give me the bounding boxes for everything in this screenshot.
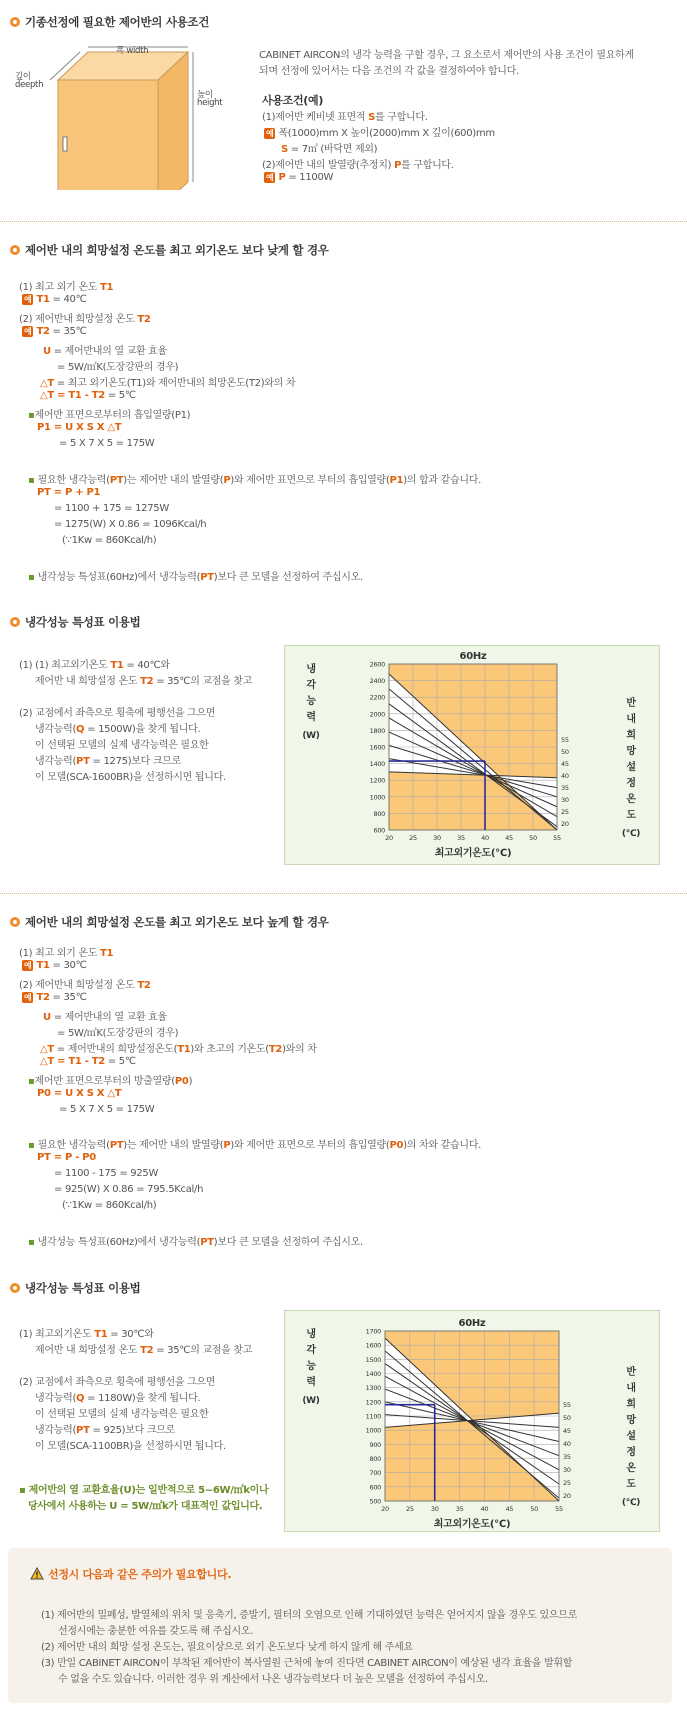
s4-line9: ▪제어반 표면으로부터의 방출열량(P0)	[28, 1076, 193, 1087]
chart-title: 60Hz	[459, 651, 487, 662]
series-value-label: 55	[563, 1401, 571, 1409]
s2-line5: U = 제어반내의 열 교환 효율	[43, 346, 167, 357]
section1-title: 기종선정에 필요한 제어반의 사용조건	[10, 14, 209, 30]
s2-line3: (2) 제어반내 희망설정 온도 T2	[19, 314, 151, 325]
x-tick-label: 30	[430, 1505, 439, 1513]
series-value-label: 35	[561, 784, 569, 792]
s2-line10: P1 = U X S X △T	[37, 422, 122, 433]
right-axis-label-char: 희	[626, 730, 636, 741]
s2-line14: = 1100 + 175 = 1275W	[54, 503, 169, 514]
s2-line12: ▪ 필요한 냉각능력(PT)는 제어반 내의 발열량(P)와 제어반 표면으로 부터의 흡입열량(P1)의 합과 같습니다.	[28, 475, 481, 486]
s4-line17: ▪ 냉각성능 특성표(60Hz)에서 냉각능력(PT)보다 큰 모델을 선정하여 주십시오.	[28, 1237, 363, 1248]
chart1-box	[284, 645, 660, 865]
right-axis-label-char: 정	[626, 778, 636, 789]
x-tick-label: 55	[555, 1505, 563, 1513]
cond-line1: (1)제어반 케비넷 표면적 S를 구합니다.	[262, 112, 428, 123]
y-tick-label: 800	[369, 1455, 381, 1463]
right-axis-label-char: 도	[626, 1479, 636, 1490]
s4-line4: 예 T2 = 35℃	[24, 992, 87, 1003]
caution-line3: (2) 제어반 내의 희망 설정 온도는, 필요이상으로 외기 온도보다 낮게 하지 않게 해 주세요	[41, 1642, 413, 1653]
x-tick-label: 55	[553, 834, 561, 842]
s4-line5: U = 제어반내의 열 교환 효율	[43, 1012, 167, 1023]
s2-line16: (∵1Kw = 860Kcal/h)	[62, 535, 157, 546]
y-axis-unit: (W)	[302, 731, 320, 741]
series-value-label: 20	[561, 820, 569, 828]
bullet-icon	[10, 17, 20, 27]
right-axis-label-char: 망	[626, 746, 636, 757]
y-tick-label: 500	[369, 1497, 381, 1506]
section4-title: 제어반 내의 희망설정 온도를 최고 외기온도 보다 높게 할 경우	[10, 914, 329, 930]
s2-line2: 예 T1 = 40℃	[24, 294, 87, 305]
x-axis-label: 최고외기온도(℃)	[433, 1519, 511, 1530]
s3-line1: (1) (1) 최고외기온도 T1 = 40℃와	[19, 660, 170, 671]
s2-line8: △T = T1 - T2 = 5℃	[40, 390, 136, 401]
y-tick-label: 1600	[369, 743, 385, 752]
cond-line3: S = 7㎡ (바닥면 제외)	[281, 144, 378, 155]
cabinet-illustration	[10, 42, 223, 190]
right-axis-label-char: 온	[626, 794, 636, 805]
y-tick-label: 1800	[369, 726, 385, 735]
y-tick-label: 1200	[369, 776, 385, 785]
x-tick-label: 40	[481, 834, 489, 842]
height-en-label: height	[197, 98, 223, 108]
s5-line6: 냉각능력(PT = 925)보다 크므로	[35, 1425, 175, 1436]
series-value-label: 45	[563, 1427, 571, 1435]
s4-line13: PT = P - P0	[37, 1152, 96, 1163]
s4-line12: ▪ 필요한 냉각능력(PT)는 제어반 내의 발열량(P)와 제어반 표면으로 부터의 흡입열량(P0)의 차와 같습니다.	[28, 1140, 481, 1151]
y-tick-label: 900	[369, 1440, 381, 1449]
right-axis-label-char: 설	[626, 762, 636, 773]
y-axis-label-char: 력	[306, 1377, 316, 1388]
s2-line11: = 5 X 7 X 5 = 175W	[59, 438, 155, 449]
s5-line4: 냉각능력(Q = 1180W)을 찾게 됩니다.	[35, 1393, 201, 1404]
series-value-label: 50	[561, 748, 569, 756]
y-tick-label: 1400	[365, 1370, 381, 1378]
cond-line2: 예 폭(1000)mm X 높이(2000)mm X 깊이(600)mm	[266, 128, 495, 139]
s4-line6: = 5W/㎡K(도장강판의 경우)	[57, 1028, 179, 1039]
right-axis-label-char: 정	[626, 1447, 636, 1458]
section5-title: 냉각성능 특성표 이용법	[10, 1280, 141, 1296]
divider	[0, 221, 687, 222]
s3-line3: (2) 교점에서 좌측으로 횡축에 평행선을 그으면	[19, 708, 216, 719]
bullet-icon	[10, 1283, 20, 1293]
series-value-label: 25	[563, 1479, 571, 1487]
s3-line5: 이 선택된 모델의 실제 냉각능력은 필요한	[35, 740, 209, 751]
s4-line2: 예 T1 = 30℃	[24, 960, 87, 971]
y-tick-label: 800	[373, 809, 385, 818]
caution-box	[8, 1548, 672, 1703]
caution-line1: (1) 제어반의 밀폐성, 발열체의 위치 및 응축기, 증발기, 필터의 오염으로 인해 기대하였던 능력은 얻어지지 않을 경우도 있으므로	[41, 1610, 577, 1621]
s2-line6: = 5W/㎡K(도장강판의 경우)	[57, 362, 179, 373]
y-tick-label: 2200	[369, 693, 385, 702]
cond-line4: (2)제어반 내의 발열량(추정치) P를 구합니다.	[262, 160, 454, 171]
series-value-label: 50	[563, 1414, 571, 1422]
chart2-box	[284, 1310, 660, 1532]
right-axis-label-char: 도	[626, 810, 636, 821]
s4-line15: = 925(W) X 0.86 = 795.5Kcal/h	[54, 1184, 204, 1195]
intro-line1: CABINET AIRCON의 냉각 능력을 구할 경우, 그 요소로서 제어반의 사용 조건이 필요하게	[259, 50, 634, 61]
x-tick-label: 35	[455, 1505, 464, 1513]
series-value-label: 40	[563, 1440, 571, 1448]
x-tick-label: 40	[480, 1505, 489, 1513]
chart-title: 60Hz	[458, 1318, 486, 1329]
caution-line5: 수 없을 수도 있습니다. 이러한 경우 위 계산에서 나온 냉각능력보다 더 높은 모델을 선정하여 주십시오.	[58, 1674, 488, 1685]
caution-line4: (3) 만일 CABINET AIRCON이 부착된 제어반이 복사열원 근처에 놓여 진다면 CABINET AIRCON이 예상된 냉각 효율을 발휘할	[41, 1658, 573, 1669]
y-tick-label: 1400	[369, 760, 385, 769]
s4-line11: = 5 X 7 X 5 = 175W	[59, 1104, 155, 1115]
cond-line5: 예 P = 1100W	[266, 172, 334, 183]
s5-line3: (2) 교점에서 좌측으로 횡축에 평행선을 그으면	[19, 1377, 216, 1388]
s3-line2: 제어반 내 희망설정 온도 T2 = 35℃의 교점을 찾고	[35, 676, 253, 687]
example-badge: 예	[266, 129, 274, 138]
y-tick-label: 1200	[365, 1398, 381, 1407]
bullet-icon	[10, 617, 20, 627]
chart2-svg	[285, 1311, 661, 1533]
s2-line15: = 1275(W) X 0.86 = 1096Kcal/h	[54, 519, 207, 530]
right-axis-label-char: 설	[626, 1431, 636, 1442]
s2-line4: 예 T2 = 35℃	[24, 326, 87, 337]
x-tick-label: 30	[433, 834, 441, 842]
s4-line3: (2) 제어반내 희망설정 온도 T2	[19, 980, 151, 991]
s5-note2: 당사에서 사용하는 U = 5W/㎡k가 대표적인 값입니다.	[28, 1501, 263, 1512]
s2-line1: (1) 최고 외기 온도 T1	[19, 282, 114, 293]
s5-line7: 이 모델(SCA-1100BR)을 선정하시면 됩니다.	[35, 1441, 226, 1452]
x-tick-label: 20	[385, 834, 393, 842]
y-axis-label-char: 능	[306, 1361, 316, 1372]
depth-label: 깊이	[15, 72, 31, 82]
s5-note1: ▪ 제어반의 열 교환효율(U)는 일반적으로 5~6W/㎡k이나	[19, 1485, 269, 1496]
s3-line4: 냉각능력(Q = 1500W)을 찾게 됩니다.	[35, 724, 201, 735]
s5-line2: 제어반 내 희망설정 온도 T2 = 35℃의 교점을 찾고	[35, 1345, 253, 1356]
bullet-icon	[10, 245, 20, 255]
x-tick-label: 25	[409, 834, 417, 842]
series-value-label: 45	[561, 760, 569, 768]
y-tick-label: 1300	[365, 1384, 381, 1393]
s4-line1: (1) 최고 외기 온도 T1	[19, 948, 114, 959]
s5-line1: (1) 최고외기온도 T1 = 30℃와	[19, 1329, 154, 1340]
condition-title: 사용조건(예)	[262, 94, 324, 107]
right-axis-label-char: 희	[626, 1399, 636, 1410]
y-tick-label: 1000	[369, 793, 385, 802]
warning-icon	[30, 1567, 44, 1580]
right-axis-label-char: 반	[626, 1367, 636, 1378]
y-axis-label-char: 각	[306, 680, 316, 691]
intro-line2: 되며 선정에 있어서는 다음 조건의 각 값을 결정하여야 합니다.	[259, 66, 519, 77]
y-axis-unit: (W)	[302, 1396, 320, 1406]
x-tick-label: 35	[457, 834, 465, 842]
height-label: 높이	[197, 90, 213, 100]
s4-line10: P0 = U X S X △T	[37, 1088, 122, 1099]
y-tick-label: 2600	[369, 660, 385, 669]
series-value-label: 55	[561, 736, 569, 744]
s4-line14: = 1100 - 175 = 925W	[54, 1168, 159, 1179]
x-tick-label: 20	[381, 1505, 389, 1513]
y-tick-label: 2400	[369, 677, 385, 686]
caution-line2: 선정시에는 충분한 여유를 갖도록 해 주십시오.	[58, 1626, 254, 1637]
bullet-icon	[10, 917, 20, 927]
y-axis-label-char: 냉	[306, 664, 316, 675]
y-tick-label: 700	[369, 1469, 381, 1478]
right-axis-label-char: 망	[626, 1415, 636, 1426]
caution-title: 선정시 다음과 같은 주의가 필요합니다.	[30, 1566, 231, 1582]
s4-line8: △T = T1 - T2 = 5℃	[40, 1056, 136, 1067]
s2-line7: △T = 최고 외기온도(T1)와 제어반내의 희망온도(T2)와의 차	[40, 378, 296, 389]
y-tick-label: 1000	[365, 1426, 381, 1435]
right-axis-label-char: 반	[626, 698, 636, 709]
y-tick-label: 1500	[365, 1355, 381, 1364]
series-value-label: 40	[561, 772, 569, 780]
y-axis-label-char: 능	[306, 696, 316, 707]
depth-en-label: deepth	[15, 80, 44, 90]
s2-line9: ▪제어반 표면으로부터의 흡입열량(P1)	[28, 410, 191, 421]
y-tick-label: 2000	[369, 710, 385, 719]
x-tick-label: 50	[530, 1505, 538, 1513]
y-tick-label: 1700	[365, 1327, 381, 1336]
s2-line13: PT = P + P1	[37, 487, 101, 498]
divider	[0, 893, 687, 894]
s4-line16: (∵1Kw = 860Kcal/h)	[62, 1200, 157, 1211]
series-value-label: 30	[563, 1466, 571, 1474]
width-label: 폭 width	[116, 46, 149, 56]
x-axis-label: 최고외기온도(℃)	[434, 848, 512, 859]
right-axis-label-char: 내	[626, 1383, 636, 1394]
x-tick-label: 50	[529, 834, 537, 842]
s5-line5: 이 선택된 모델의 실제 냉각능력은 필요한	[35, 1409, 209, 1420]
s2-line17: ▪ 냉각성능 특성표(60Hz)에서 냉각능력(PT)보다 큰 모델을 선정하여 주십시오.	[28, 572, 363, 583]
right-axis-label-char: 온	[626, 1463, 636, 1474]
s3-line6: 냉각능력(PT = 1275)보다 크므로	[35, 756, 181, 767]
y-tick-label: 600	[369, 1483, 381, 1492]
right-axis-unit: (℃)	[621, 1498, 641, 1508]
y-axis-label-char: 각	[306, 1345, 316, 1356]
x-tick-label: 25	[406, 1505, 414, 1513]
series-value-label: 20	[563, 1492, 571, 1500]
y-tick-label: 600	[373, 826, 385, 835]
y-axis-label-char: 냉	[306, 1329, 316, 1340]
right-axis-label-char: 내	[626, 714, 636, 725]
right-axis-unit: (℃)	[621, 829, 641, 839]
y-axis-label-char: 력	[306, 712, 316, 723]
section2-title: 제어반 내의 희망설정 온도를 최고 외기온도 보다 낮게 할 경우	[10, 242, 329, 258]
series-value-label: 35	[563, 1453, 571, 1461]
y-tick-label: 1100	[365, 1412, 381, 1421]
y-tick-label: 1600	[365, 1341, 381, 1350]
section3-title: 냉각성능 특성표 이용법	[10, 614, 141, 630]
x-tick-label: 45	[505, 1505, 514, 1513]
s3-line7: 이 모델(SCA-1600BR)을 선정하시면 됩니다.	[35, 772, 226, 783]
series-value-label: 30	[561, 796, 569, 804]
example-badge: 예	[266, 173, 274, 182]
series-value-label: 25	[561, 808, 569, 816]
s4-line7: △T = 제어반내의 희망설정온도(T1)와 초고의 기온도(T2)와의 차	[40, 1044, 317, 1055]
x-tick-label: 45	[505, 834, 513, 842]
chart1-svg	[285, 646, 661, 866]
